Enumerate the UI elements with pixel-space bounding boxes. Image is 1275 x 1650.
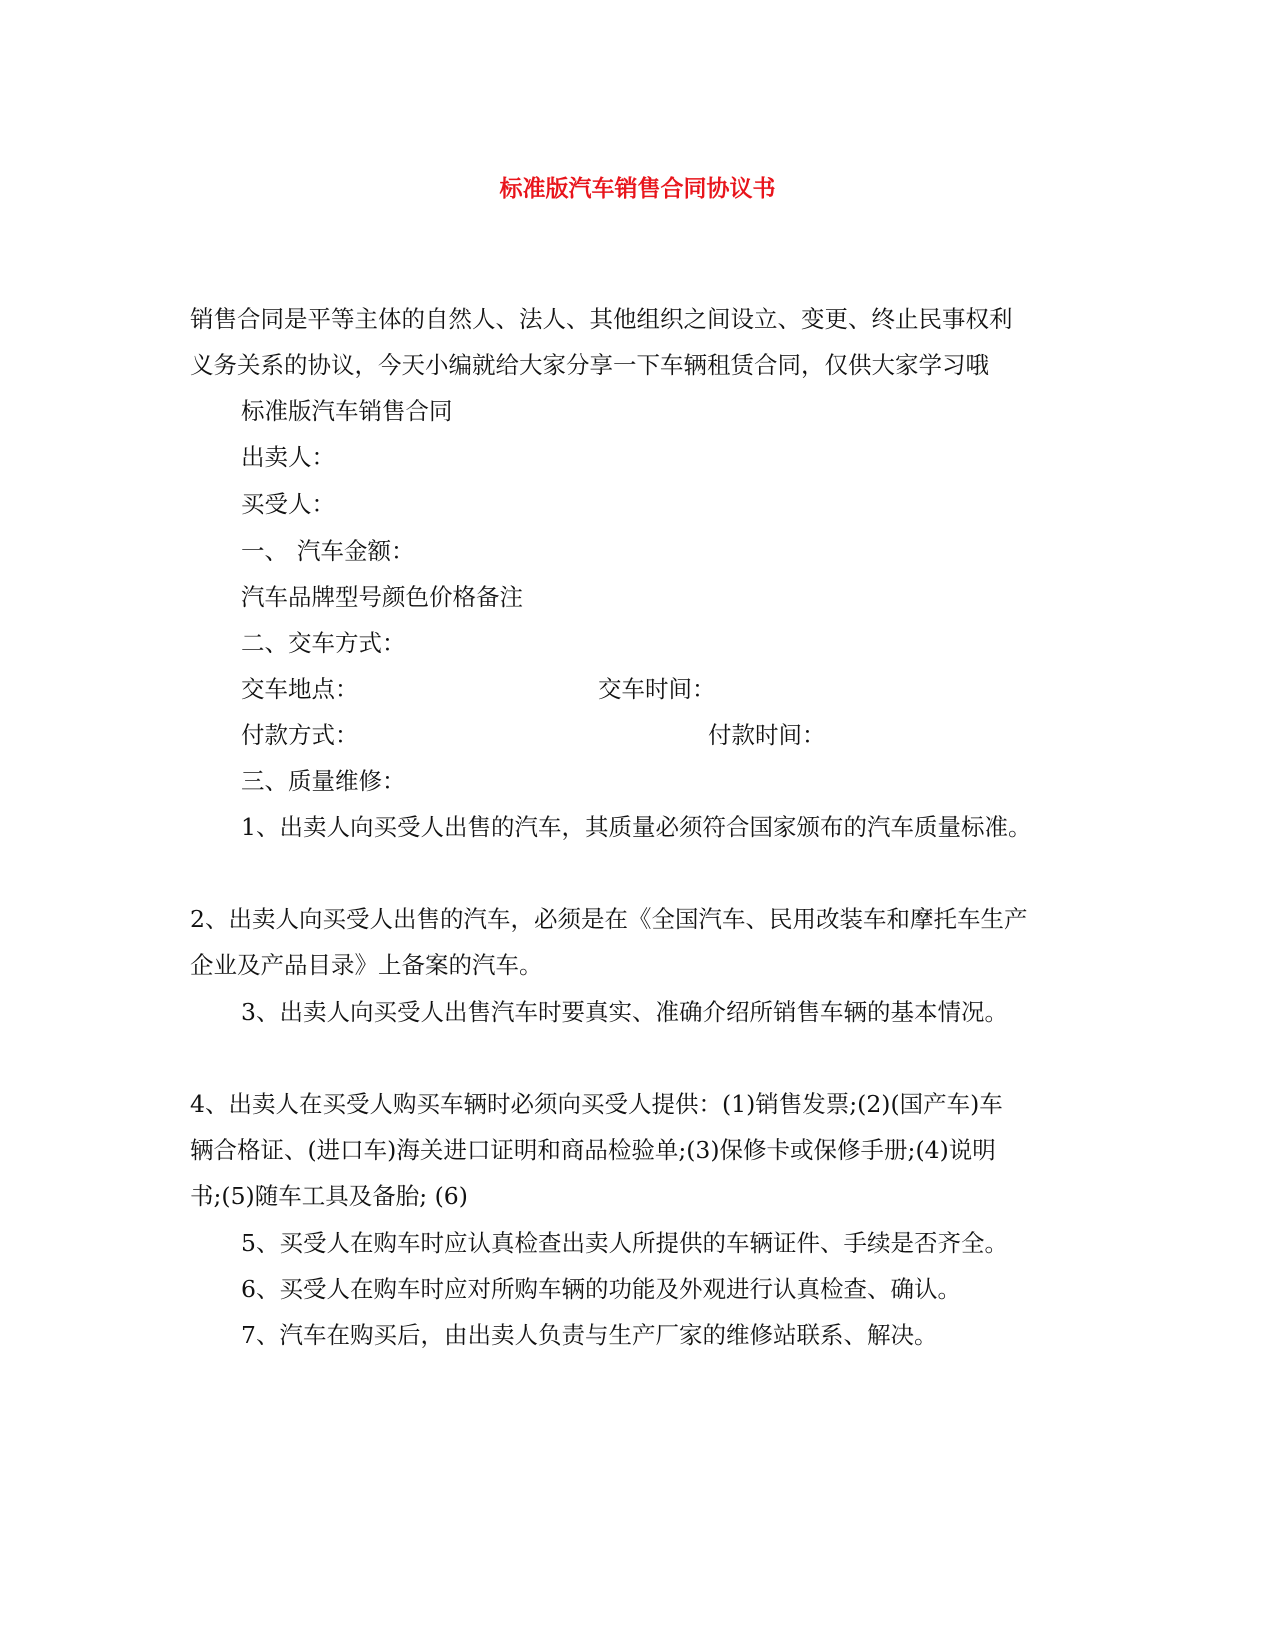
clause-6: 6、买受人在购车时应对所购车辆的功能及外观进行认真检查、确认。 xyxy=(241,1275,961,1303)
contract-title: 标准版汽车销售合同 xyxy=(241,397,453,425)
clause-2-line-2: 企业及产品目录》上备案的汽车。 xyxy=(190,951,543,979)
delivery-time-label: 交车时间： xyxy=(598,675,716,703)
car-table-header: 汽车品牌型号颜色价格备注 xyxy=(241,583,523,611)
section-1-number: 一、 xyxy=(241,537,288,565)
section-2-heading: 二、交车方式： xyxy=(241,629,406,657)
intro-line-2: 义务关系的协议，今天小编就给大家分享一下车辆租赁合同，仅供大家学习哦 xyxy=(190,351,989,379)
seller-label: 出卖人： xyxy=(241,443,335,471)
document-title: 标准版汽车销售合同协议书 xyxy=(499,175,776,202)
section-1-label: 汽车金额： xyxy=(297,537,415,565)
payment-time-label: 付款时间： xyxy=(708,721,826,749)
clause-4-line-1: 4、出卖人在买受人购买车辆时必须向买受人提供：(1)销售发票;(2)(国产车)车 xyxy=(190,1090,1003,1118)
buyer-label: 买受人： xyxy=(241,490,335,518)
clause-1: 1、出卖人向买受人出售的汽车，其质量必须符合国家颁布的汽车质量标准。 xyxy=(241,813,1032,841)
clause-4-line-3: 书;(5)随车工具及备胎; (6) xyxy=(190,1182,468,1210)
clause-3: 3、出卖人向买受人出售汽车时要真实、准确介绍所销售车辆的基本情况。 xyxy=(241,998,1008,1026)
clause-4-line-2: 辆合格证、(进口车)海关进口证明和商品检验单;(3)保修卡或保修手册;(4)说明 xyxy=(190,1136,996,1164)
payment-method-label: 付款方式： xyxy=(241,721,359,749)
delivery-place-label: 交车地点： xyxy=(241,675,359,703)
section-3-heading: 三、质量维修： xyxy=(241,767,406,795)
intro-line-1: 销售合同是平等主体的自然人、法人、其他组织之间设立、变更、终止民事权利 xyxy=(190,305,1013,333)
clause-7: 7、汽车在购买后，由出卖人负责与生产厂家的维修站联系、解决。 xyxy=(241,1321,938,1349)
clause-5: 5、买受人在购车时应认真检查出卖人所提供的车辆证件、手续是否齐全。 xyxy=(241,1229,1008,1257)
clause-2-line-1: 2、出卖人向买受人出售的汽车，必须是在《全国汽车、民用改装车和摩托车生产 xyxy=(190,905,1028,933)
